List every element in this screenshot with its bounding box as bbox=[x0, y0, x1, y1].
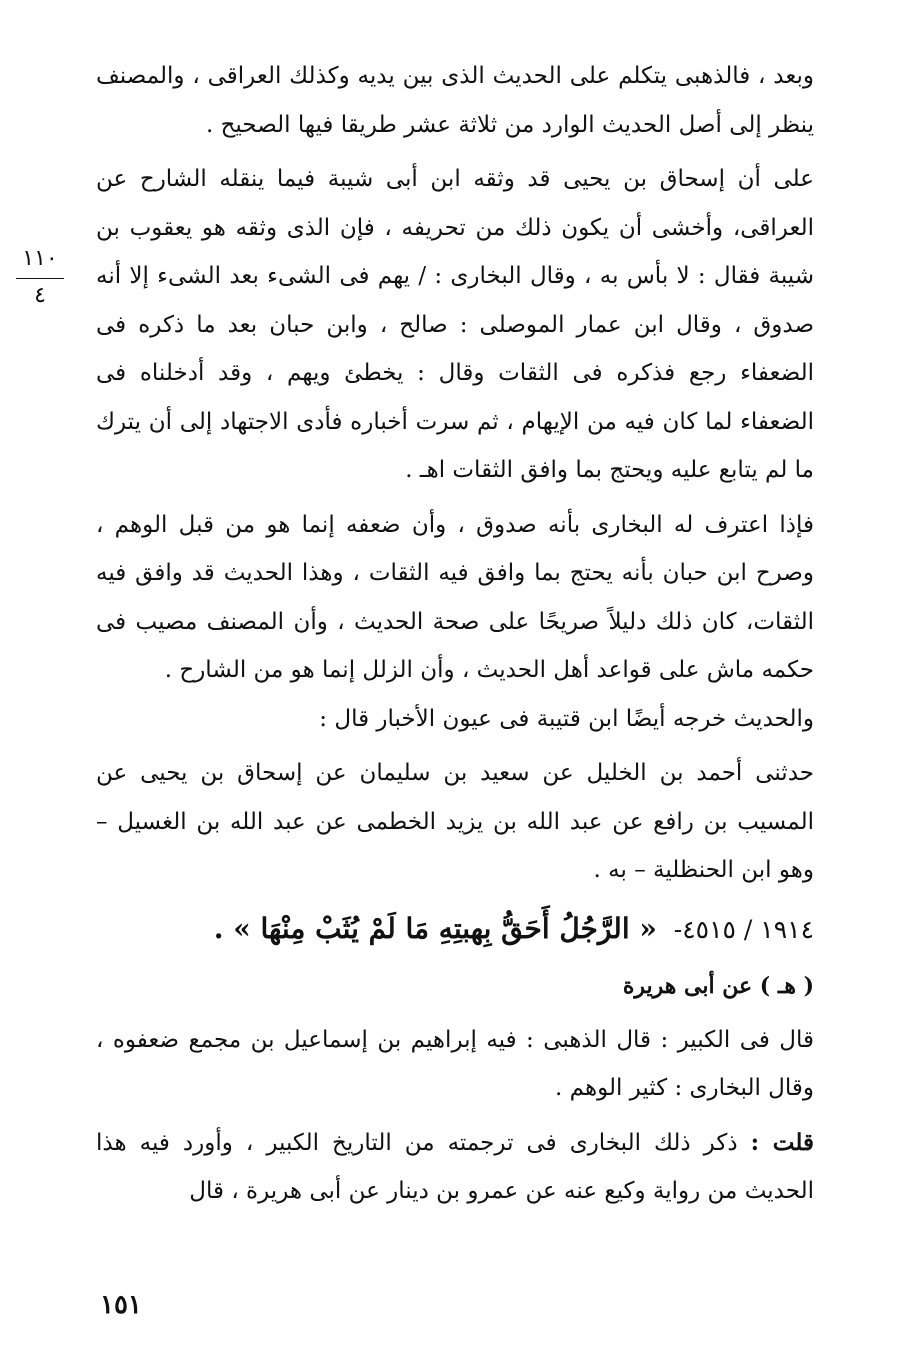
paragraph-3: فإذا اعترف له البخارى بأنه صدوق ، وأن ضعفه إنما هو من قبل الوهم ، وصرح ابن حبان بأنه يحتج بما وافق فيه الثقات ، وهذا الحديث قد وافق فيه الثقات، كان ذلك دليلاً صريحًا على صحة الحديث ، وأن المصنف مصيب فى حكمه ماش على قواعد أهل الحديث ، وأن الزلل إنما هو من الشارح . bbox=[96, 511, 814, 683]
paragraph-2: على أن إسحاق بن يحيى قد وثقه ابن أبى شيبة فيما ينقله الشارح عن العراقى، وأخشى أن يكون ذلك من تحريفه ، فإن الذى وثقه هو يعقوب بن شيبة فقال : لا بأس به ، وقال البخارى : / يهم فى الشىء بعد الشىء إلا أنه صدوق ، وقال ابن عمار الموصلى : صالح ، وابن حبان بعد ما ذكره فى الضعفاء رجع فذكره فى الثقات وقال : يخطئ ويهم ، وقد أدخلناه فى الضعفاء لما كان فيه من الإيهام ، ثم سرت أخباره فأدى الاجتهاد إلى أن يترك ما لم يتابع عليه ويحتج بما وافق الثقات اهـ . bbox=[96, 166, 814, 483]
margin-reference-volume: ١١٠ bbox=[22, 246, 58, 271]
hadith-text: « الرَّجُلُ أَحَقُّ بِهبتِهِ مَا لَمْ يُثَبْ مِنْهَا » . bbox=[213, 911, 657, 945]
paragraph-7-text: ذكر ذلك البخارى فى ترجمته من التاريخ الكبير ، وأورد فيه هذا الحديث من رواية وكيع عنه عن عمرو بن دينار عن أبى هريرة ، قال bbox=[96, 1129, 814, 1204]
hadith-line bbox=[96, 901, 814, 958]
page-body bbox=[96, 52, 814, 1216]
paragraph-7 bbox=[96, 1119, 814, 1216]
margin-reference bbox=[14, 244, 66, 311]
margin-reference-divider bbox=[16, 278, 64, 279]
page-number: ١٥١ bbox=[100, 1290, 142, 1320]
hadith-number: ١٩١٤ / ٤٥١٥- bbox=[673, 914, 814, 944]
paragraph-7-lead: قلت : bbox=[750, 1128, 814, 1156]
hadith-source: ( هـ ) عن أبى هريرة bbox=[622, 972, 814, 999]
margin-reference-page: ٤ bbox=[34, 283, 46, 308]
paragraph-5: حدثنى أحمد بن الخليل عن سعيد بن سليمان عن إسحاق بن يحيى عن المسيب بن رافع عن عبد الله بن يزيد الخطمى عن عبد الله بن الغسيل – وهو ابن الحنظلية – به . bbox=[96, 760, 814, 883]
paragraph-1: وبعد ، فالذهبى يتكلم على الحديث الذى بين يديه وكذلك العراقى ، والمصنف ينظر إلى أصل الحديث الوارد من ثلاثة عشر طريقا فيها الصحيح . bbox=[96, 63, 814, 138]
paragraph-4: والحديث خرجه أيضًا ابن قتيبة فى عيون الأخبار قال : bbox=[319, 705, 814, 732]
paragraph-6: قال فى الكبير : قال الذهبى : فيه إبراهيم بن إسماعيل بن مجمع ضعفوه ، وقال البخارى : كثير الوهم . bbox=[96, 1026, 814, 1101]
